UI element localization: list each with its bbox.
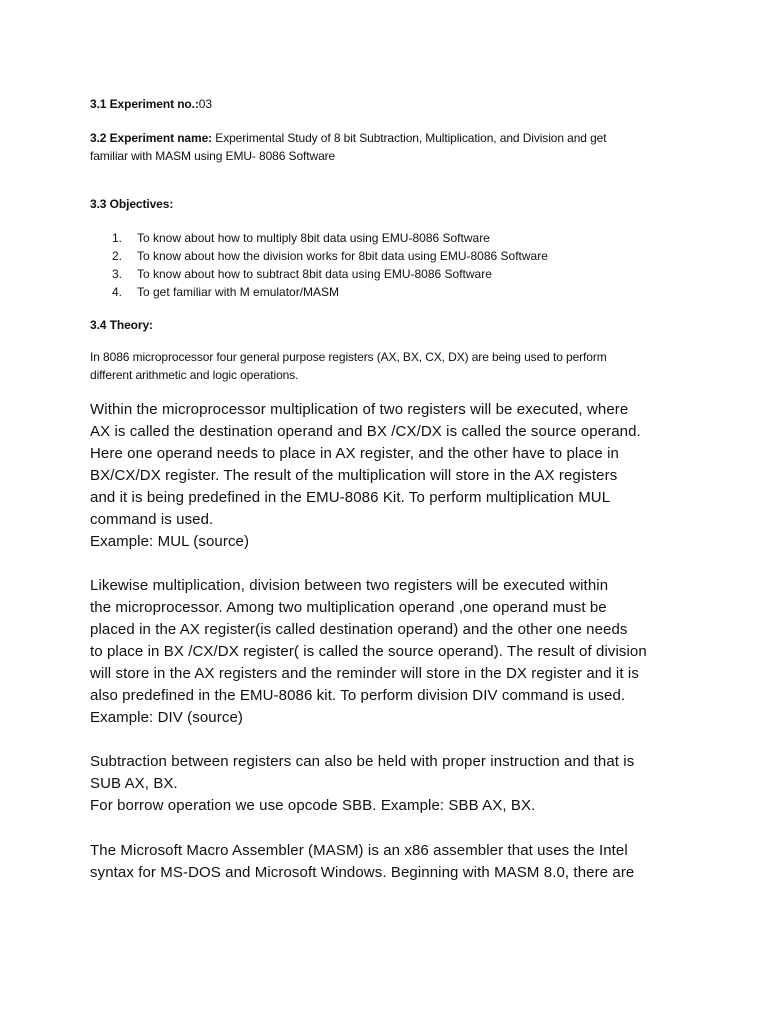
theory-intro-line1: In 8086 microprocessor four general purpose registers (AX, BX, CX, DX) are being used to perform — [90, 350, 607, 364]
objective-text: To get familiar with M emulator/MASM — [137, 285, 340, 299]
experiment-name-value-line2: familiar with MASM using EMU- 8086 Software — [90, 149, 336, 163]
paragraph-line: Within the microprocessor multiplication of two registers will be executed, where — [90, 401, 629, 418]
paragraph-line: Here one operand needs to place in AX register, and the other have to place in — [90, 445, 619, 462]
experiment-name — [90, 129, 680, 165]
paragraph-line: Example: MUL (source) — [90, 533, 250, 550]
objective-text: To know about how the division works for 8bit data using EMU-8086 Software — [137, 249, 548, 263]
objective-number: 3. — [112, 267, 123, 281]
objective-number: 2. — [112, 249, 123, 263]
objectives-heading — [90, 195, 173, 213]
paragraph-line: Likewise multiplication, division between two registers will be executed within — [90, 577, 609, 594]
theory-heading-text: 3.4 Theory: — [90, 318, 153, 332]
experiment-number-value: 03 — [198, 97, 212, 111]
paragraph-line: For borrow operation we use opcode SBB. Example: SBB AX, BX. — [90, 797, 536, 814]
experiment-name-value-line1: Experimental Study of 8 bit Subtraction, Multiplication, and Division and get — [212, 131, 607, 145]
objective-item — [112, 247, 548, 265]
paragraph-line: to place in BX /CX/DX register( is called the source operand). The result of division — [90, 643, 647, 660]
objective-item — [112, 265, 548, 283]
paragraph-line: AX is called the destination operand and BX /CX/DX is called the source operand. — [90, 423, 641, 440]
paragraph-line: Example: DIV (source) — [90, 709, 243, 726]
paragraph-line: SUB AX, BX. — [90, 775, 178, 792]
paragraph-line: syntax for MS-DOS and Microsoft Windows. Beginning with MASM 8.0, there are — [90, 864, 635, 881]
theory-intro-line2: different arithmetic and logic operations. — [90, 368, 299, 382]
paragraph-line: Subtraction between registers can also be held with proper instruction and that is — [90, 753, 635, 770]
objective-text: To know about how to subtract 8bit data using EMU-8086 Software — [137, 267, 492, 281]
theory-heading — [90, 316, 153, 334]
objective-number: 4. — [112, 285, 123, 299]
paragraph-line: The Microsoft Macro Assembler (MASM) is an x86 assembler that uses the Intel — [90, 842, 628, 859]
paragraph-line: placed in the AX register(is called destination operand) and the other one needs — [90, 621, 628, 638]
paragraph-line: also predefined in the EMU-8086 kit. To perform division DIV command is used. — [90, 687, 626, 704]
paragraph-line: will store in the AX registers and the reminder will store in the DX register and it is — [90, 665, 639, 682]
subtraction-paragraph — [90, 751, 690, 817]
paragraph-line: command is used. — [90, 511, 214, 528]
multiplication-paragraph — [90, 399, 690, 553]
paragraph-line: the microprocessor. Among two multiplication operand ,one operand must be — [90, 599, 607, 616]
objective-item — [112, 283, 548, 301]
objective-text: To know about how to multiply 8bit data using EMU-8086 Software — [137, 231, 490, 245]
masm-paragraph — [90, 840, 690, 884]
paragraph-line: and it is being predefined in the EMU-8086 Kit. To perform multiplication MUL — [90, 489, 611, 506]
experiment-number — [90, 95, 212, 113]
experiment-number-label: 3.1 Experiment no.: — [90, 97, 199, 111]
objective-item — [112, 229, 548, 247]
experiment-name-label: 3.2 Experiment name: — [90, 131, 213, 145]
objective-list — [112, 229, 548, 301]
objectives-heading-text: 3.3 Objectives: — [90, 197, 174, 211]
theory-intro — [90, 348, 650, 384]
division-paragraph — [90, 575, 690, 729]
objective-number: 1. — [112, 231, 123, 245]
paragraph-line: BX/CX/DX register. The result of the multiplication will store in the AX registers — [90, 467, 618, 484]
